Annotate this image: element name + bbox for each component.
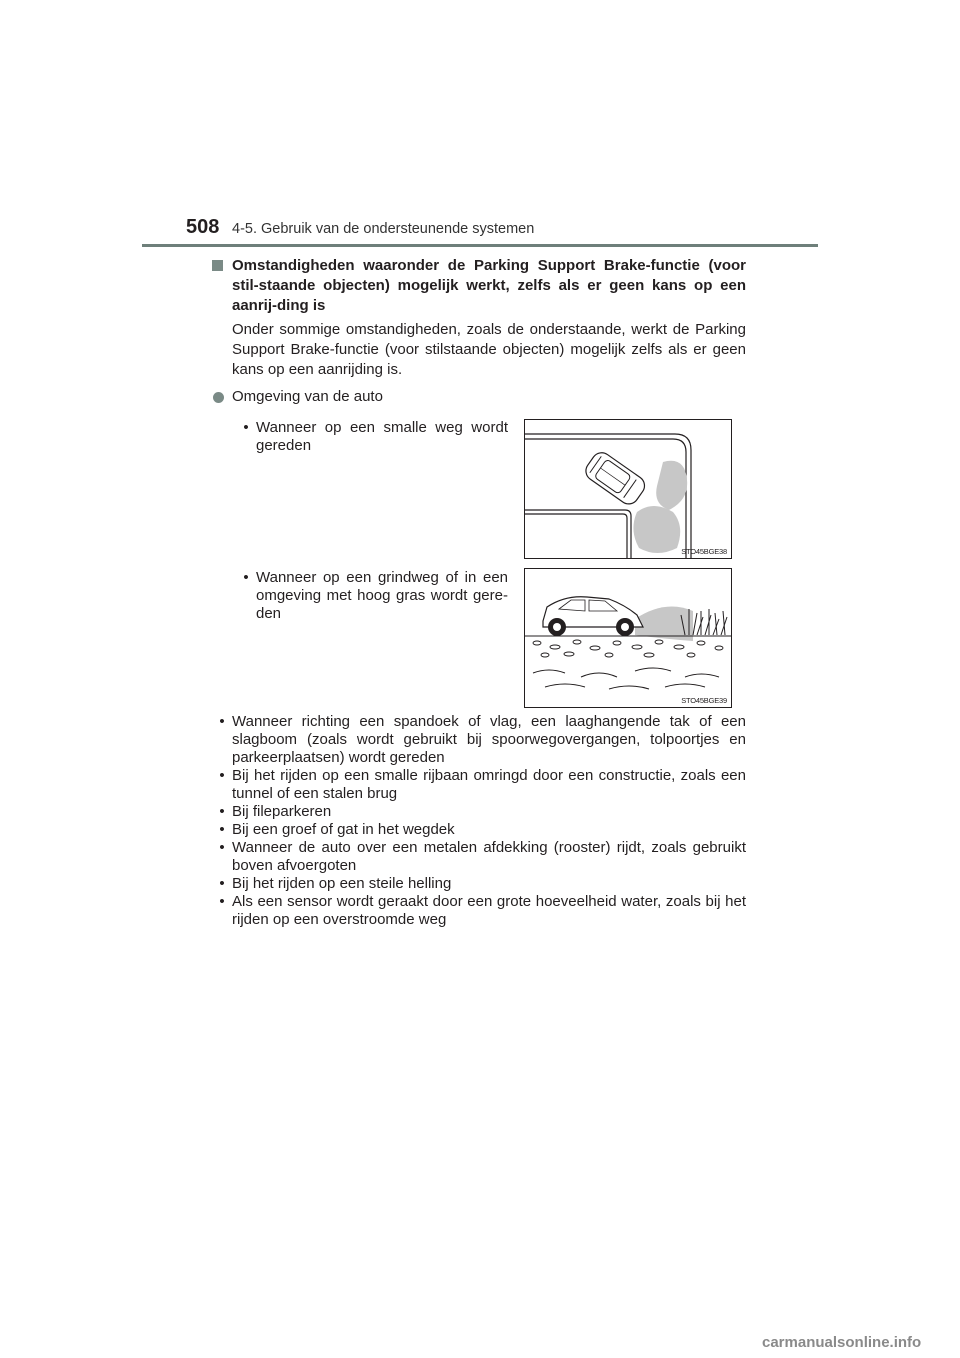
bullet: • bbox=[219, 713, 225, 730]
figure-item bbox=[236, 569, 508, 623]
intro-paragraph: Onder sommige omstandigheden, zoals de onderstaande, werkt de Parking Support Brake-functie (voor stilstaande objecten) mogelijk zelfs als er geen kans op een aanrijding is. bbox=[232, 321, 746, 378]
list-item bbox=[212, 893, 746, 929]
list-item-text: Wanneer richting een spandoek of vlag, een laaghangende tak of een slagboom (zoals wordt gebruikt bij spoorwegovergangen, tolpoortjes en parkeerplaatsen) wordt gereden bbox=[232, 713, 746, 766]
section-heading-text: Omstandigheden waaronder de Parking Support Brake-functie (voor stil-staande objecten) mogelijk werkt, zelfs als er geen kans op een aanrij-ding is bbox=[232, 257, 746, 314]
list-item-text: Bij het rijden op een smalle rijbaan omringd door een constructie, zoals een tunnel of een stalen brug bbox=[232, 767, 746, 802]
page-number: 508 bbox=[186, 216, 220, 238]
bullet: • bbox=[219, 893, 225, 910]
subheading bbox=[212, 387, 746, 407]
list-item-text: Bij fileparkeren bbox=[232, 803, 332, 820]
bullet: • bbox=[219, 875, 225, 892]
main-content bbox=[212, 256, 746, 929]
section-heading bbox=[212, 256, 746, 316]
figure-item-text: Wanneer op een smalle weg wordt gereden bbox=[256, 419, 508, 454]
list-item-text: Bij een groef of gat in het wegdek bbox=[232, 821, 455, 838]
square-bullet-icon bbox=[212, 260, 223, 271]
bullet: • bbox=[243, 569, 249, 586]
watermark: carmanualsonline.info bbox=[762, 1334, 922, 1351]
illustration-narrow-road bbox=[524, 419, 732, 559]
list-item bbox=[212, 875, 746, 893]
bullet: • bbox=[219, 803, 225, 820]
illustration-gravel-road bbox=[524, 568, 732, 708]
figure-code: STO45BGE38 bbox=[681, 547, 727, 556]
narrow-road-drawing bbox=[525, 420, 731, 558]
subheading-text: Omgeving van de auto bbox=[232, 388, 383, 405]
list-item-text: Bij het rijden op een steile helling bbox=[232, 875, 452, 892]
figure-row-gravel-road bbox=[212, 561, 746, 711]
circle-bullet-icon bbox=[213, 392, 224, 403]
figure-item-text: Wanneer op een grindweg of in een omgeving met hoog gras wordt gere-den bbox=[256, 569, 508, 622]
figure-item bbox=[236, 419, 508, 455]
figure-code: STO45BGE39 bbox=[681, 696, 727, 705]
list-item bbox=[212, 821, 746, 839]
header-rule bbox=[142, 244, 818, 247]
list-item bbox=[212, 767, 746, 803]
gravel-road-drawing bbox=[525, 569, 731, 707]
section-title: 4-5. Gebruik van de ondersteunende systemen bbox=[232, 221, 535, 237]
list-item bbox=[212, 839, 746, 875]
list-item bbox=[212, 803, 746, 821]
bullet: • bbox=[219, 839, 225, 856]
list-item bbox=[212, 713, 746, 767]
list-item-text: Wanneer de auto over een metalen afdekking (rooster) rijdt, zoals gebruikt boven afvoergoten bbox=[232, 839, 746, 874]
bullet: • bbox=[219, 767, 225, 784]
figure-row-narrow-road bbox=[212, 411, 746, 561]
bullet: • bbox=[219, 821, 225, 838]
bullet: • bbox=[243, 419, 249, 436]
list-item-text: Als een sensor wordt geraakt door een grote hoeveelheid water, zoals bij het rijden op een overstroomde weg bbox=[232, 893, 746, 928]
